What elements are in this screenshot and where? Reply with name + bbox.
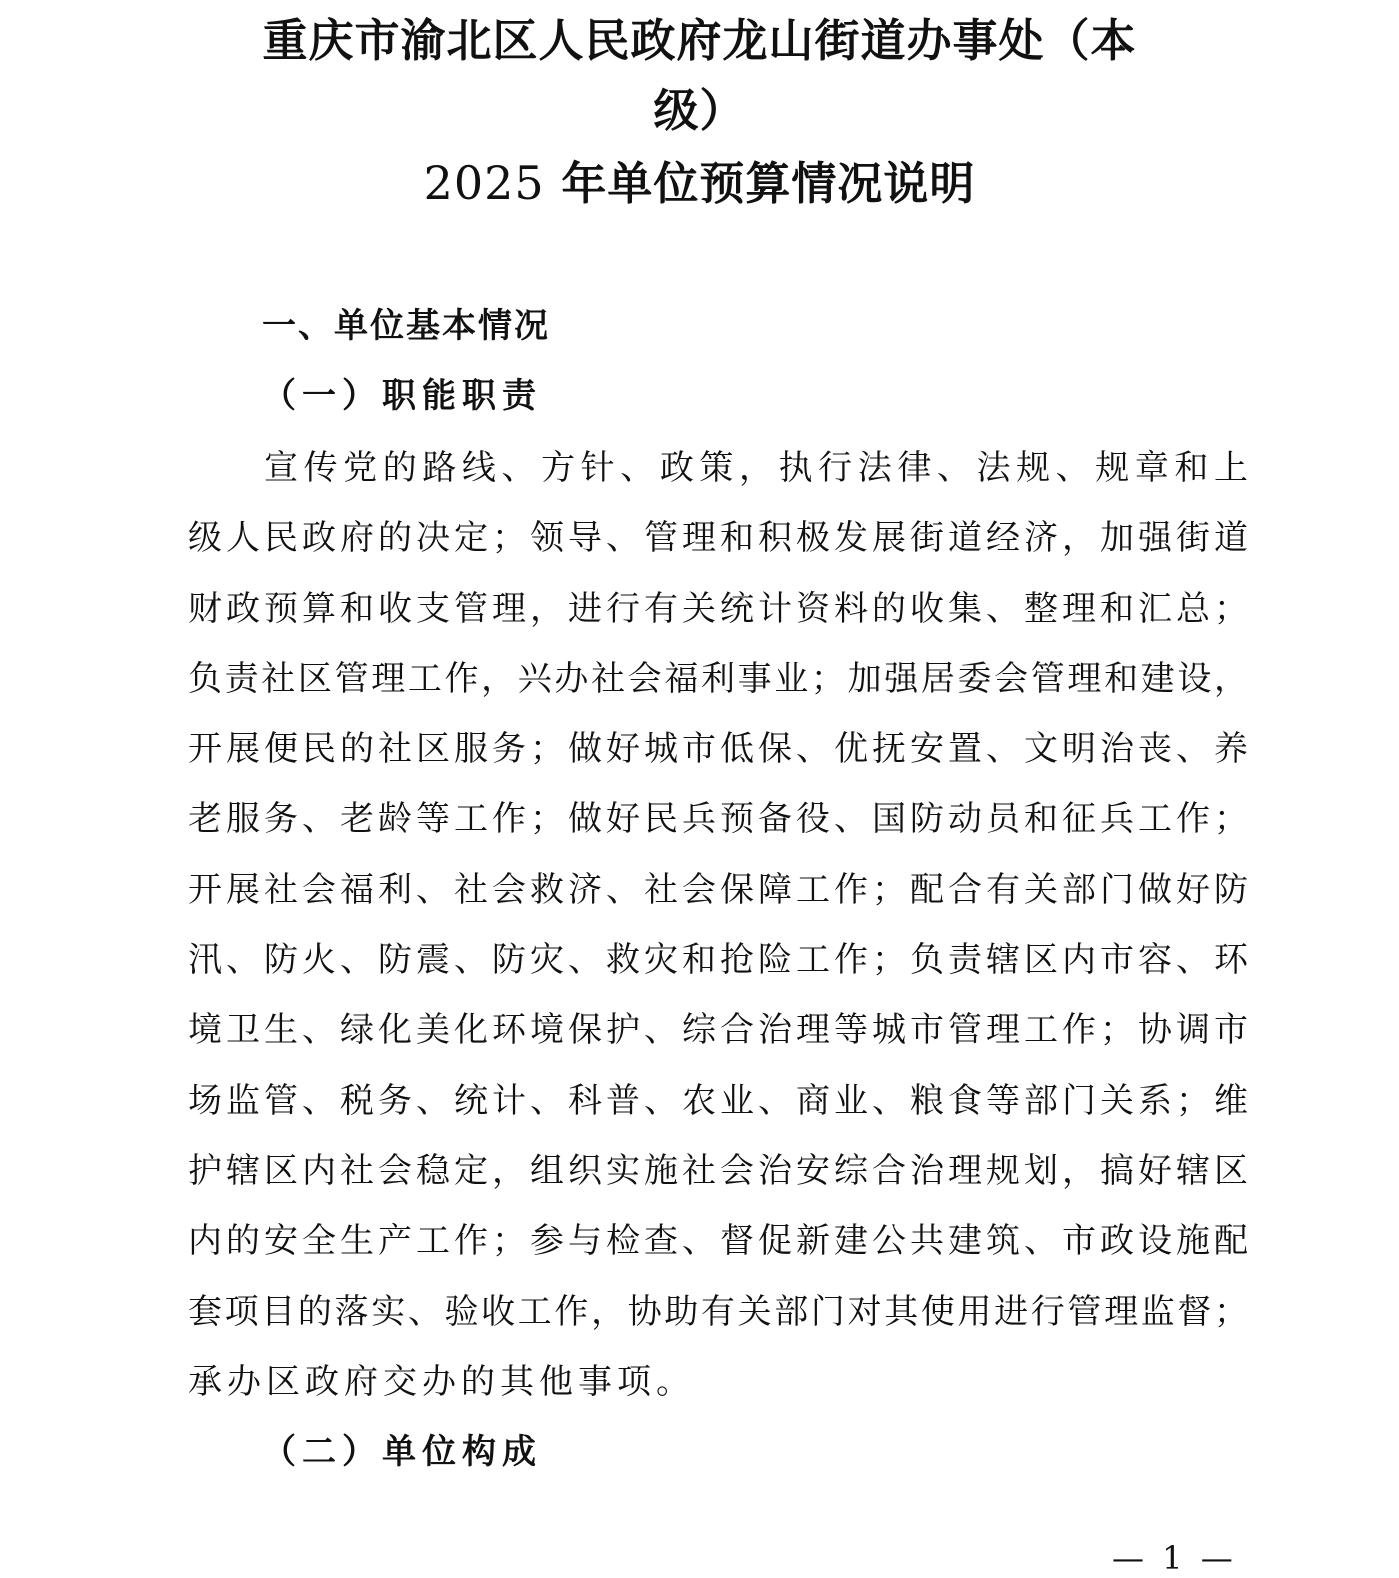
paragraph-line: 承办区政府交办的其他事项。 xyxy=(188,1361,695,1402)
paragraph-line: 境卫生、绿化美化环境保护、综合治理等城市管理工作；协调市 xyxy=(188,1010,1248,1051)
paragraph-line: 内的安全生产工作；参与检查、督促新建公共建筑、市政设施配 xyxy=(188,1221,1248,1262)
paragraph-line: 负责社区管理工作，兴办社会福利事业；加强居委会管理和建设， xyxy=(188,658,1248,699)
functions-paragraph xyxy=(188,433,1248,1417)
document-title-line-2: 级） xyxy=(653,84,746,137)
paragraph-line: 老服务、老龄等工作；做好民兵预备役、国防动员和征兵工作； xyxy=(188,799,1248,840)
document-title-line-3 xyxy=(0,148,1399,219)
paragraph-line: 场监管、税务、统计、科普、农业、商业、粮食等部门关系；维 xyxy=(188,1080,1248,1121)
subsection-heading-functions: （一）职能职责 xyxy=(262,376,542,416)
paragraph-line: 宣传党的路线、方针、政策，执行法律、法规、规章和上 xyxy=(264,448,1248,488)
paragraph-line: 套项目的落实、验收工作，协助有关部门对其使用进行管理监督； xyxy=(188,1291,1248,1332)
paragraph-line: 汛、防火、防震、防灾、救灾和抢险工作；负责辖区内市容、环 xyxy=(188,940,1248,981)
section-heading-basic-info: 一、单位基本情况 xyxy=(262,306,550,346)
title-subtitle: 年单位预算情况说明 xyxy=(561,157,976,210)
subsection-heading-composition: （二）单位构成 xyxy=(262,1432,542,1472)
paragraph-line: 护辖区内社会稳定，组织实施社会治安综合治理规划，搞好辖区 xyxy=(188,1150,1248,1191)
title-year: 2025 xyxy=(423,156,545,210)
page-number: — 1 — xyxy=(1112,1539,1237,1577)
paragraph-line: 开展便民的社区服务；做好城市低保、优抚安置、文明治丧、养 xyxy=(188,729,1248,770)
document-title-line-1: 重庆市渝北区人民政府龙山街道办事处（本 xyxy=(262,14,1137,67)
paragraph-line: 级人民政府的决定；领导、管理和积极发展街道经济，加强街道 xyxy=(188,518,1248,559)
paragraph-line: 开展社会福利、社会救济、社会保障工作；配合有关部门做好防 xyxy=(188,869,1248,910)
paragraph-line: 财政预算和收支管理，进行有关统计资料的收集、整理和汇总； xyxy=(188,588,1248,629)
